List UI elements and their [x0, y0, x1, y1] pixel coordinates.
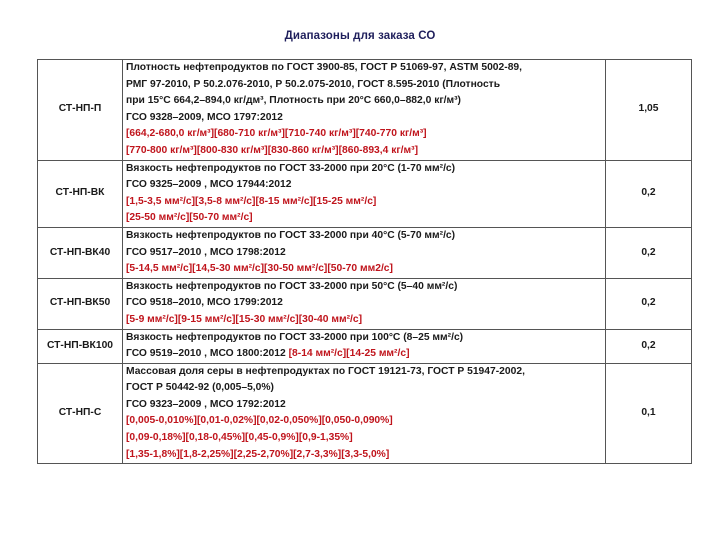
product-code: СТ-НП-ВК40 — [38, 227, 123, 278]
description-line: Вязкость нефтепродуктов по ГОСТ 33-2000 при 20°С (1-70 мм²/с) — [126, 162, 456, 174]
product-description — [123, 363, 606, 464]
description-line — [126, 346, 602, 363]
value-cell: 0,2 — [606, 160, 692, 227]
description-line: ГСО 9518–2010, МСО 1799:2012 — [126, 297, 283, 309]
description-line: ГСО 9325–2009 , МСО 17944:2012 — [126, 179, 292, 191]
description-line: РМГ 97-2010, Р 50.2.076-2010, Р 50.2.075-2010, ГОСТ 8.595-2010 (Плотность — [126, 78, 501, 90]
value-cell: 0,1 — [606, 363, 692, 464]
description-line: ГСО 9323–2009 , МСО 1792:2012 — [126, 398, 286, 410]
product-description — [123, 278, 606, 329]
description-line: при 15°С 664,2–894,0 кг/дм³, Плотность при 20°С 660,0–882,0 кг/м³) — [126, 95, 461, 107]
value-cell: 0,2 — [606, 278, 692, 329]
range-line: [1,35-1,8%][1,8-2,25%][2,25-2,70%][2,7-3,3%][3,3-5,0%] — [126, 448, 390, 460]
table-row — [38, 227, 692, 278]
value-cell: 0,2 — [606, 227, 692, 278]
value-cell: 1,05 — [606, 60, 692, 161]
range-line: [664,2-680,0 кг/м³][680-710 кг/м³][710-740 кг/м³][740-770 кг/м³] — [126, 128, 427, 140]
range-line: [1,5-3,5 мм²/с][3,5-8 мм²/с][8-15 мм²/с][15-25 мм²/с] — [126, 195, 377, 207]
product-code: СТ-НП-ВК50 — [38, 278, 123, 329]
range-line: [770-800 кг/м³][800-830 кг/м³][830-860 кг/м³][860-893,4 кг/м³] — [126, 144, 419, 156]
table-row — [38, 363, 692, 464]
table-row — [38, 329, 692, 363]
range-line: [5-9 мм²/с][9-15 мм²/с][15-30 мм²/с][30-40 мм²/с] — [126, 313, 363, 325]
description-line: ГСО 9328–2009, МСО 1797:2012 — [126, 111, 283, 123]
table-row — [38, 60, 692, 161]
description-line: Вязкость нефтепродуктов по ГОСТ 33-2000 при 100°С (8–25 мм²/с) — [126, 331, 464, 343]
range-line: [0,09-0,18%][0,18-0,45%][0,45-0,9%][0,9-1,35%] — [126, 432, 353, 444]
product-description — [123, 160, 606, 227]
description-line: Массовая доля серы в нефтепродуктах по ГОСТ 19121-73, ГОСТ Р 51947-2002, — [126, 365, 525, 377]
standard-reference: ГСО 9519–2010 , МСО 1800:2012 — [126, 348, 289, 360]
table-row — [38, 278, 692, 329]
range-line: [0,005-0,010%][0,01-0,02%][0,02-0,050%][0,050-0,090%] — [126, 415, 393, 427]
product-description — [123, 329, 606, 363]
description-line: Вязкость нефтепродуктов по ГОСТ 33-2000 при 50°С (5–40 мм²/с) — [126, 280, 458, 292]
product-description — [123, 227, 606, 278]
product-code: СТ-НП-ВК100 — [38, 329, 123, 363]
reference-materials-table — [37, 59, 692, 464]
range-line: [5-14,5 мм²/с][14,5-30 мм²/с][30-50 мм²/с][50-70 мм2/с] — [126, 263, 393, 275]
page-title: Диапазоны для заказа СО — [284, 30, 436, 42]
value-cell: 0,2 — [606, 329, 692, 363]
product-code: СТ-НП-П — [38, 60, 123, 161]
table-row — [38, 160, 692, 227]
range-inline: [8-14 мм²/с][14-25 мм²/с] — [288, 348, 410, 360]
product-code: СТ-НП-С — [38, 363, 123, 464]
description-line: ГОСТ Р 50442-92 (0,005–5,0%) — [126, 382, 274, 394]
product-description — [123, 60, 606, 161]
description-line: Плотность нефтепродуктов по ГОСТ 3900-85, ГОСТ Р 51069-97, ASTM 5002-89, — [126, 62, 523, 73]
description-line: Вязкость нефтепродуктов по ГОСТ 33-2000 при 40°С (5-70 мм²/с) — [126, 229, 456, 241]
range-line: [25-50 мм²/с][50-70 мм²/с] — [126, 212, 253, 224]
product-code: СТ-НП-ВК — [38, 160, 123, 227]
description-line: ГСО 9517–2010 , МСО 1798:2012 — [126, 246, 286, 258]
